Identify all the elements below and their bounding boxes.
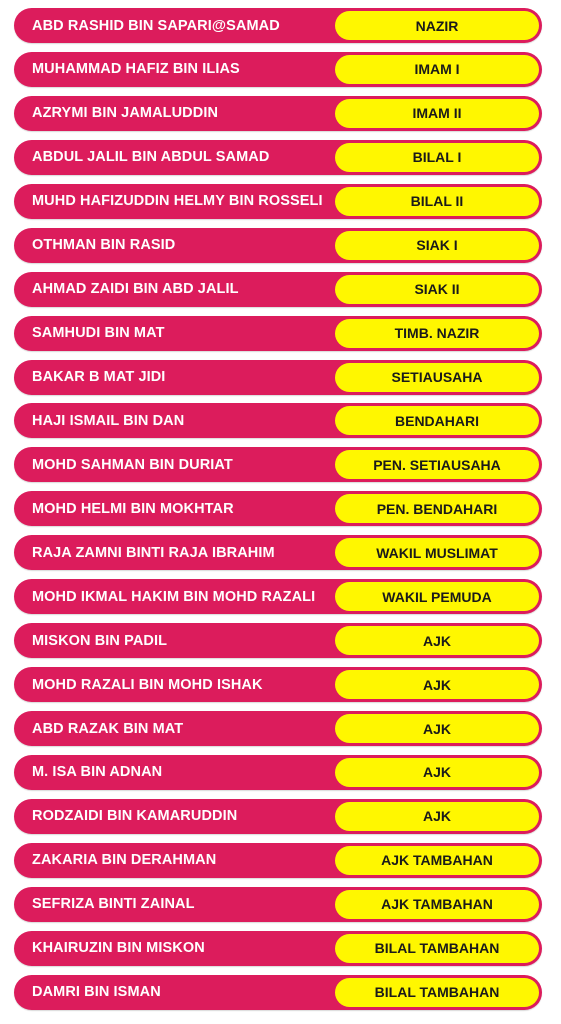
committee-row: [14, 272, 542, 307]
member-role-badge: BILAL TAMBAHAN: [335, 934, 539, 963]
member-role-badge: AJK: [335, 626, 539, 655]
committee-row: [14, 843, 542, 878]
member-name: RAJA ZAMNI BINTI RAJA IBRAHIM: [32, 544, 275, 561]
member-name: MOHD IKMAL HAKIM BIN MOHD RAZALI: [32, 588, 316, 605]
member-role-badge: NAZIR: [335, 11, 539, 40]
committee-row: [14, 799, 542, 834]
member-name: RODZAIDI BIN KAMARUDDIN: [32, 808, 238, 825]
committee-row: [14, 711, 542, 746]
member-name: OTHMAN BIN RASID: [32, 237, 176, 254]
member-name: ABD RASHID BIN SAPARI@SAMAD: [32, 17, 280, 34]
committee-row: [14, 316, 542, 351]
member-name: MUHD HAFIZUDDIN HELMY BIN ROSSELI: [32, 193, 323, 210]
committee-row: [14, 535, 542, 570]
member-role-badge: WAKIL MUSLIMAT: [335, 538, 539, 567]
member-role-badge: AJK: [335, 714, 539, 743]
committee-row: [14, 184, 542, 219]
committee-row: [14, 447, 542, 482]
member-role-badge: TIMB. NAZIR: [335, 319, 539, 348]
committee-row: [14, 403, 542, 438]
member-role-badge: SIAK I: [335, 231, 539, 260]
member-role-badge: WAKIL PEMUDA: [335, 582, 539, 611]
member-name: AHMAD ZAIDI BIN ABD JALIL: [32, 281, 239, 298]
member-role-badge: IMAM I: [335, 55, 539, 84]
member-name: MISKON BIN PADIL: [32, 632, 168, 649]
member-name: M. ISA BIN ADNAN: [32, 764, 163, 781]
committee-row: [14, 755, 542, 790]
member-name: KHAIRUZIN BIN MISKON: [32, 940, 205, 957]
committee-row: [14, 228, 542, 263]
committee-row: [14, 96, 542, 131]
committee-row: [14, 8, 542, 43]
member-name: MUHAMMAD HAFIZ BIN ILIAS: [32, 61, 240, 78]
member-name: MOHD SAHMAN BIN DURIAT: [32, 456, 233, 473]
member-name: HAJI ISMAIL BIN DAN: [32, 412, 185, 429]
member-name: MOHD RAZALI BIN MOHD ISHAK: [32, 676, 263, 693]
member-role-badge: PEN. BENDAHARI: [335, 494, 539, 523]
member-name: ABDUL JALIL BIN ABDUL SAMAD: [32, 149, 270, 166]
committee-list: [14, 8, 542, 1019]
member-role-badge: PEN. SETIAUSAHA: [335, 450, 539, 479]
member-name: ABD RAZAK BIN MAT: [32, 720, 184, 737]
committee-row: [14, 52, 542, 87]
member-role-badge: SIAK II: [335, 275, 539, 304]
member-name: DAMRI BIN ISMAN: [32, 984, 161, 1001]
committee-row: [14, 360, 542, 395]
member-name: BAKAR B MAT JIDI: [32, 369, 166, 385]
committee-row: [14, 491, 542, 526]
member-name: MOHD HELMI BIN MOKHTAR: [32, 500, 234, 517]
member-role-badge: IMAM II: [335, 99, 539, 128]
member-role-badge: AJK TAMBAHAN: [335, 846, 539, 875]
member-role-badge: AJK: [335, 758, 539, 787]
member-role-badge: BILAL TAMBAHAN: [335, 978, 539, 1007]
committee-row: [14, 623, 542, 658]
member-role-badge: AJK: [335, 670, 539, 699]
committee-row: [14, 667, 542, 702]
committee-row: [14, 140, 542, 175]
member-role-badge: BILAL II: [335, 187, 539, 216]
member-role-badge: BILAL I: [335, 143, 539, 172]
member-name: AZRYMI BIN JAMALUDDIN: [32, 105, 219, 122]
committee-row: [14, 975, 542, 1010]
member-name: ZAKARIA BIN DERAHMAN: [32, 852, 217, 869]
member-name: SAMHUDI BIN MAT: [32, 325, 165, 342]
member-role-badge: BENDAHARI: [335, 406, 539, 435]
committee-row: [14, 887, 542, 922]
member-role-badge: SETIAUSAHA: [335, 363, 539, 392]
committee-row: [14, 579, 542, 614]
committee-row: [14, 931, 542, 966]
member-name: SEFRIZA BINTI ZAINAL: [32, 896, 195, 913]
member-role-badge: AJK: [335, 802, 539, 831]
member-role-badge: AJK TAMBAHAN: [335, 890, 539, 919]
